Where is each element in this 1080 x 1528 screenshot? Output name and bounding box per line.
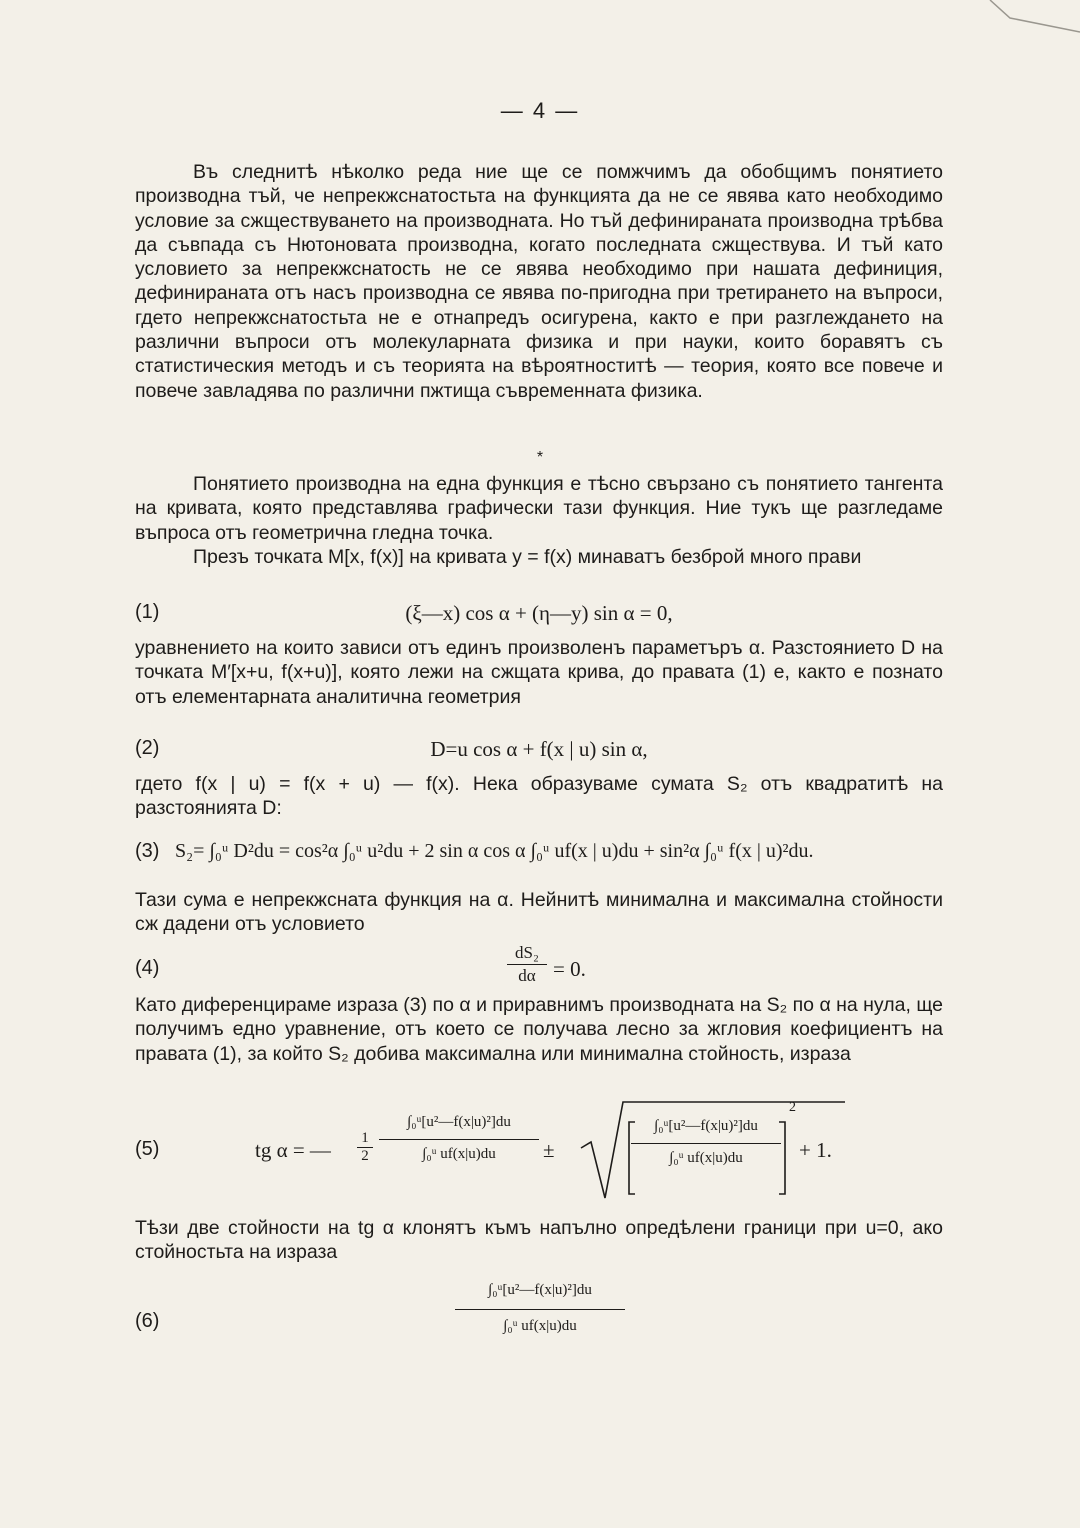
fraction-bar [507,964,547,965]
equation-body: (ξ—x) cos α + (η—y) sin α = 0, [405,601,673,625]
half-fraction [357,1130,373,1165]
page-corner-fold [950,0,1080,70]
plus-one: + 1. [799,1138,832,1162]
equation-number: (5) [135,1138,160,1160]
paragraph-sum [135,772,943,821]
paragraph-differentiate [135,993,943,1066]
paragraph-text: уравнението на които зависи отъ единъ произволенъ параметъръ α. Разстоянието D на точката M′[x+u, f(x+u)], която лежи на сжщата крива, до правата (1) е, както е познато отъ елементарната аналитична геометрия [135,637,943,708]
equation-number: (6) [135,1310,160,1332]
fraction-main [379,1114,539,1163]
half-numerator: 1 [361,1130,369,1146]
equation-3 [135,840,943,874]
fraction-numerator: ∫₀ᵘ[u²—f(x|u)²]du [654,1118,758,1134]
paragraph-text: Като диференцираме израза (3) по α и приравнимъ производната на S₂ по α на нула, ще получимъ едно уравнение, отъ което се получава лесно за жгловия коефициентъ на правата (1), за който S₂ добива максимална или минимална стойность, израза [135,994,943,1065]
equation-5 [135,1100,943,1200]
fraction-numerator: ∫₀ᵘ[u²—f(x|u)²]du [488,1282,592,1298]
section-separator: * [536,449,544,466]
equation-body: S₂= ∫₀ᵘ D²du = cos²α ∫₀ᵘ u²du + 2 sin α cos α ∫₀ᵘ uf(x | u)du + sin²α ∫₀ᵘ f(x | u)²du. [175,840,814,862]
paragraph-text: гдето f(x | u) = f(x + u) — f(x). Нека образуваме сумата S₂ отъ квадратитѣ на разстоянията D: [135,773,943,820]
fraction-numerator: ∫₀ᵘ[u²—f(x|u)²]du [407,1114,511,1130]
power-exponent: 2 [789,1100,796,1115]
fraction-denominator: ∫₀ᵘ uf(x|u)du [503,1318,577,1334]
paragraph-limits [135,1216,943,1265]
fraction-radicand [631,1118,781,1167]
fraction-main [455,1282,625,1335]
paragraph-text: Презъ точката M[x, f(x)] на кривата y = f(x) минаватъ безброй много прави [193,545,862,568]
paragraph-text: Тѣзи две стойности на tg α клонятъ къмъ напълно опредѣлени граници при u=0, ако стойностьта на израза [135,1217,943,1264]
equation-4 [135,943,943,993]
fraction-bar [379,1139,539,1140]
equation-number: (3) [135,840,160,862]
fraction-bar [631,1143,781,1144]
paragraph-text: Въ следнитѣ нѣколко реда ние ще се помжчимъ да обобщимъ понятието производна тъй, че непрекжснатостьта на функцията да не се явява като необходимо условие за сжществуването на производната. Но тъй дефинираната производна трѣбва да съвпада съ Нютоновата производна, когато последната сжществува. И тъй като условието за непрекжснатость не се явява необходимо при нашата дефиниция, дефинираната отъ насъ производна се явява по-пригодна при третирането на въпроси, гдето непрекжснатостьта не е отнапредъ осигурена, както е при разглеждането на различни въпроси отъ молекуларната физика и при науки, които боравятъ съ статистическия методъ и съ теорията на вѣроятноститѣ — теория, която все повече и повече завладява по различни пжтища съвременната физика. [135,161,943,402]
half-denominator: 2 [361,1148,369,1164]
equation-1 [135,601,943,635]
equation-number: (4) [135,957,160,979]
equation-number: (1) [135,601,160,623]
equation-6 [135,1280,943,1370]
equation-lhs: tg α = — [255,1138,331,1162]
paragraph-extremum [135,888,943,937]
fraction-denominator: dα [518,966,536,985]
fraction-denominator: ∫₀ᵘ uf(x|u)du [669,1150,743,1166]
paragraph-distance [135,636,943,709]
fraction-denominator: ∫₀ᵘ uf(x|u)du [422,1146,496,1162]
equation-number: (2) [135,737,160,759]
plus-minus: ± [543,1138,555,1162]
fraction-numerator: dS₂ [515,943,539,962]
equation-2 [135,737,943,771]
paragraph-tangent [135,472,943,569]
fraction-bar [455,1309,625,1310]
paragraph-text: Тази сума е непрекжсната функция на α. Нейнитѣ минимална и максимална стойности сж дадени отъ условието [135,889,943,936]
paragraph-text: Понятието производна на една функция е тѣсно свързано съ понятието тангента на кривата, която представлява графически тази функция. Ние тукъ ще разгледаме въпроса отъ геометрична гледна точка. [135,473,943,544]
page-number: — 4 — [500,98,580,123]
equation-rhs: = 0. [553,957,586,981]
equation-body: D=u cos α + f(x | u) sin α, [430,737,648,761]
paragraph-intro [135,160,943,403]
fraction [507,943,547,986]
